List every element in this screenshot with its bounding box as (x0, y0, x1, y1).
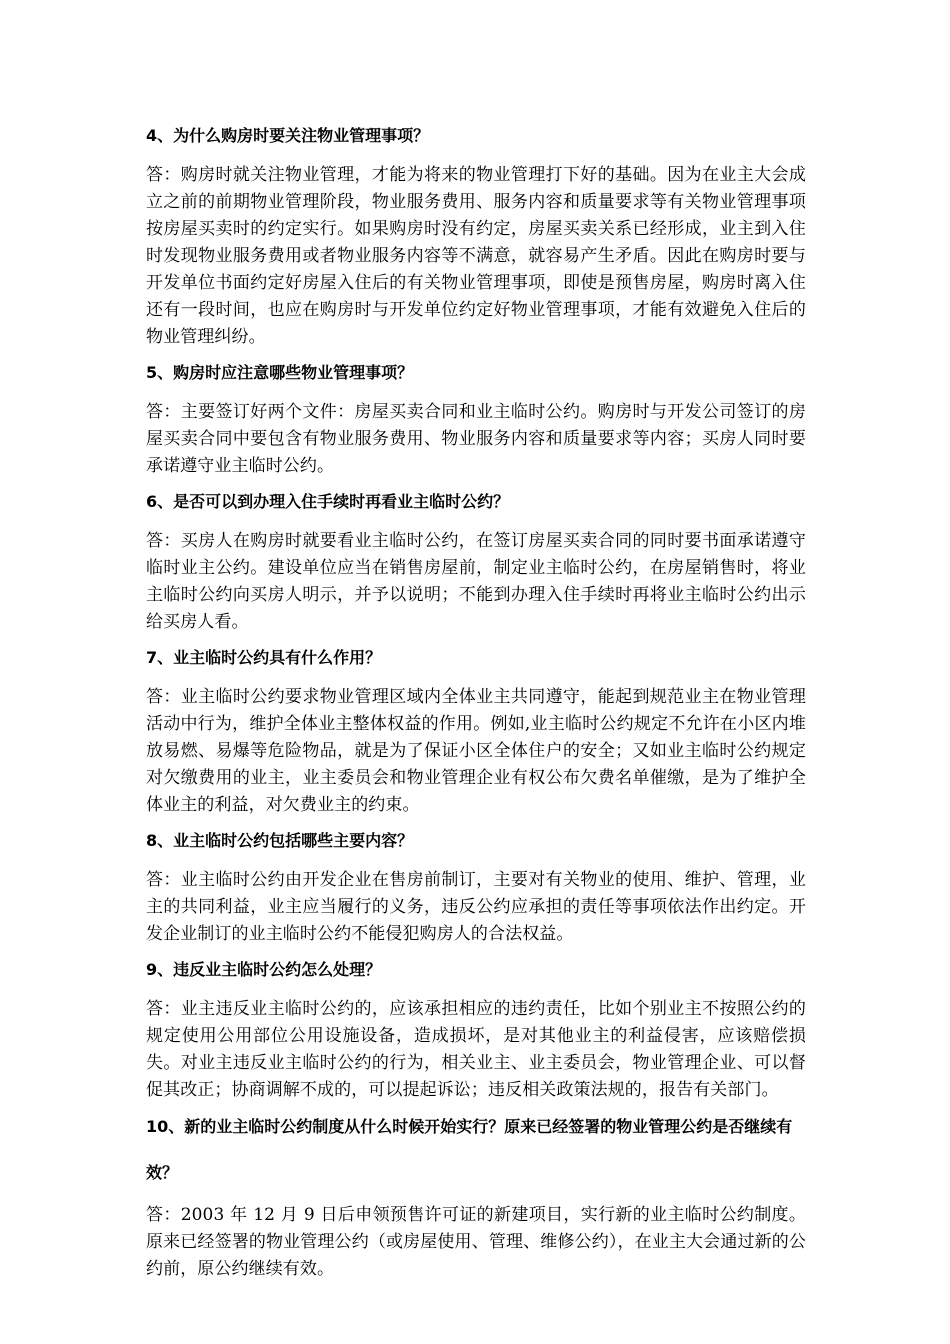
document-page (146, 124, 806, 1293)
answer-9: 答：业主违反业主临时公约的，应该承担相应的违约责任，比如个别业主不按照公约的规定使用公用部位公用设施设备，造成损坏，是对其他业主的利益侵害，应该赔偿损失。对业主违反业主临时公约的行为，相关业主、业主委员会，物业管理企业、可以督促其改正；协商调解不成的，可以提起诉讼；违反相关政策法规的，报告有关部门。 (146, 999, 806, 1100)
answer-7: 答：业主临时公约要求物业管理区域内全体业主共同遵守，能起到规范业主在物业管理活动中行为，维护全体业主整体权益的作用。例如,业主临时公约规定不允许在小区内堆放易燃、易爆等危险物品，就是为了保证小区全体住户的安全；又如业主临时公约规定对欠缴费用的业主，业主委员会和物业管理企业有权公布欠费名单催缴，是为了维护全体业主的利益，对欠费业主的约束。 (146, 687, 806, 815)
question-6: 6、是否可以到办理入住手续时再看业主临时公约？ (146, 492, 510, 511)
answer-10: 答：2003 年 12 月 9 日后申领预售许可证的新建项目，实行新的业主临时公约制度。原来已经签署的物业管理公约（或房屋使用、管理、维修公约），在业主大会通过新的公约前，原公约继续有效。 (146, 1205, 806, 1279)
answer-5: 答：主要签订好两个文件：房屋买卖合同和业主临时公约。购房时与开发公司签订的房屋买卖合同中要包含有物业服务费用、物业服务内容和质量要求等内容；买房人同时要承诺遵守业主临时公约。 (146, 402, 806, 476)
question-7: 7、业主临时公约具有什么作用？ (146, 648, 382, 667)
question-4: 4、为什么购房时要关注物业管理事项？ (146, 126, 430, 145)
answer-4: 答：购房时就关注物业管理，才能为将来的物业管理打下好的基础。因为在业主大会成立之前的前期物业管理阶段，物业服务费用、服务内容和质量要求等有关物业管理事项按房屋买卖时的约定实行。如果购房时没有约定，房屋买卖关系已经形成，业主到入住时发现物业服务费用或者物业服务内容等不满意，就容易产生矛盾。因此在购房时要与开发单位书面约定好房屋入住后的有关物业管理事项，即使是预售房屋，购房时离入住还有一段时间，也应在购房时与开发单位约定好物业管理事项，才能有效避免入住后的物业管理纠纷。 (146, 165, 806, 347)
question-5: 5、购房时应注意哪些物业管理事项？ (146, 363, 414, 382)
question-8: 8、业主临时公约包括哪些主要内容？ (146, 831, 414, 850)
question-10: 10、新的业主临时公约制度从什么时候开始实行？原来已经签署的物业管理公约是否继续有效？ (146, 1117, 793, 1182)
question-9: 9、违反业主临时公约怎么处理？ (146, 960, 382, 979)
answer-8: 答：业主临时公约由开发企业在售房前制订，主要对有关物业的使用、维护、管理，业主的共同利益，业主应当履行的义务，违反公约应承担的责任等事项依法作出约定。开发企业制订的业主临时公约不能侵犯购房人的合法权益。 (146, 870, 806, 944)
answer-6: 答：买房人在购房时就要看业主临时公约，在签订房屋买卖合同的同时要书面承诺遵守临时业主公约。建设单位应当在销售房屋前，制定业主临时公约，在房屋销售时，将业主临时公约向买房人明示，并予以说明；不能到办理入住手续时再将业主临时公约出示给买房人看。 (146, 531, 806, 632)
